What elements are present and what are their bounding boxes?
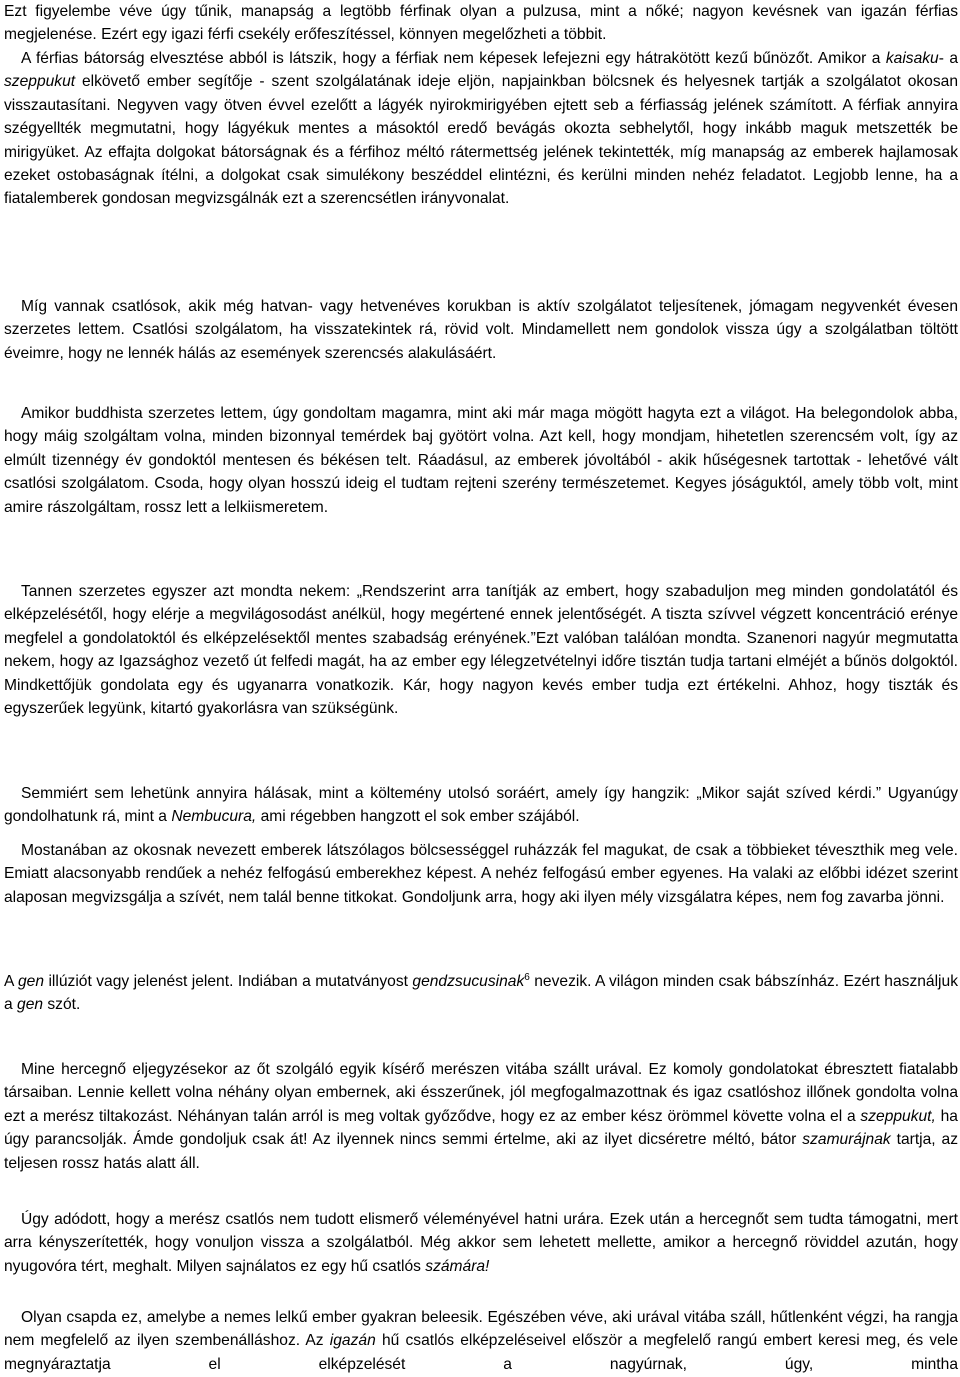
paragraph-text: Ezt figyelembe véve úgy tűnik, manapság a legtöbb férfinak olyan a pulzusa, mint a nőké; nagyon kevésnek van igazán férfias megjelenése. Ezért egy igazi férfi csekély erőfeszítéssel, könnyen megelőzheti a többit. <box>4 3 958 44</box>
paragraph-text: hű csatlós elképzeléseivel először a megfelelő rangú embert keresi meg, és vele megnyáraztatja el elképzelését a nagyúrnak, úgy, mintha <box>4 1332 958 1373</box>
italic-term: számára! <box>425 1257 490 1275</box>
paragraph-text: Tannen szerzetes egyszer azt mondta nekem: „Rendszerint arra tanítják az embert, hogy szabaduljon meg minden gondolatától és elképzelésétől, hogy elérje a megvilágosodást anélkül, hogy megértené ennek jelentőségét. A tiszta szívvel végzett koncentráció erénye megfelel a gondolatoktól és elképzelésektől mentes szabadság erényének.”Ezt valóban találóan mondta. Szanenori nagyúr megmutatta nekem, hogy az Igazsághoz vezető út felfedi magát, ha az ember egy lélegzetvételnyi időre tisztán tudja tartani elméjét a bűnös dolgoktól. Mindkettőjük gondolata egy és ugyanarra vonatkozik. Kár, hogy nagyon kevés ember tudja ezt értékelni. Ahhoz, hogy tiszták és egyszerűek legyünk, kitartó gyakorlásra van szükségünk. <box>4 583 958 718</box>
paragraph-text: Úgy adódott, hogy a merész csatlós nem tudott elismerő véleményével hatni urára. Ezek után a hercegnőt sem tudta támogatni, mert arra kényszerítették, hogy vonuljon vissza a szolgálatból. Még akkor sem lehetett mellette, amikor a hercegnő röviddel azután, hogy nyugovóra tért, meghalt. Milyen sajnálatos ez egy hű csatlós <box>4 1211 958 1275</box>
paragraph-text: Mostanában az okosnak nevezett emberek látszólagos bölcsességgel ruházzák fel magukat, de csak a többieket téveszthik meg vele. Emiatt alacsonyabb rendűek a nehéz felfogású emberekhez képest. A nehéz felfogású ember egyenes. Ha valaki az előbbi idézet szerint alaposan megvizsgálja a szívét, nem talál benne titkokat. Gondoljunk arra, hogy aki ilyen mély vizsgálatra képes, nem fog zavarba jönni. <box>4 842 958 906</box>
paragraph-text: A <box>4 973 18 990</box>
paragraph-text: elkövető ember segítője - szent szolgálatának ideje eljön, napjainkban bölcsnek és helyesnek tartják a szolgálatot okosan visszautasítani. Negyven vagy ötven évvel ezelőtt a lágyék nyirokmirigyében ejtett seb a férfiasság jelének számított. A férfiak annyira szégyellték megmutatni, hogy lágyékuk mentes a másoktól eredő bevágás okozta sebhelytől, hogy inkább maguk metszették be mirigyüket. Az effajta dolgokat bátorságnak és a férfihoz méltó rátermettség jelének tekintették, míg manapság az emberek hajlamosak ezeket ostobaságnak ítélni, a dolgokat csak simulékony beszéddel elintézni, és kerülni minden nehéz feladatot. Legjobb lenne, ha a fiatalemberek gondosan megvizsgálnák ezt a szerencsétlen irányvonalat. <box>4 73 958 208</box>
italic-term: gen <box>17 973 45 990</box>
paragraph-text: Mine hercegnő eljegyzésekor az őt szolgáló egyik kísérő merészen vitába szállt urával. Ez komoly gondolatokat ébresztett fiatalabb társaiban. Lennie kellett volna néhány olyan embernek, aki ésszerűnek, jól megfogalmazottnak és igaz csatlóshoz illőnek gondolta volna ezt a merész tiltakozást. Néhányan talán arról is meg voltak győződve, hogy ez az ember kész örömmel követte volna el a <box>4 1061 958 1125</box>
italic-term: Nembucura, <box>171 808 257 826</box>
paragraph-text: Semmiért sem lehetünk annyira hálásak, mint a költemény utolsó soráért, amely így hangzik: „Mikor saját szíved kérdi.” Ugyanúgy gondolhatunk rá, mint a <box>4 785 958 826</box>
italic-term: gendzsucusinak <box>412 973 525 990</box>
italic-term: gen <box>17 996 44 1014</box>
paragraph-text: ha úgy parancsolják. Ámde gondoljuk csak át! Az ilyennek nincs semmi értelme, aki az ilyet dicséretre méltó, bátor <box>4 1107 958 1149</box>
italic-term: kaisaku <box>885 50 939 67</box>
paragraph-4 <box>4 580 958 720</box>
paragraph-1b <box>4 47 958 211</box>
paragraph-10 <box>4 1306 958 1376</box>
paragraph-text: szót. <box>43 996 81 1014</box>
paragraph-6 <box>4 839 958 909</box>
paragraph-text: Amikor buddhista szerzetes lettem, úgy gondoltam magamra, mint aki már maga mögött hagyta ezt a világot. Ha belegondolok abba, hogy máig szolgáltam volna, minden bizonnyal temérdek baj gyötört volna. Azt kell, hogy mondjam, hihetetlen szerencsém volt, így az elmúlt tizennégy év gondoktól mentesen és békésen telt. Ráadásul, az emberek jóvoltából - akik hűségesnek tartottak - lehetővé vált csatlósi szolgálatom. Csoda, hogy olyan hosszú ideig el tudtam rejteni szerény természetemet. Kegyes jóságuktól, amely több volt, mint amire rászolgáltam, rossz lett a lelkiismeretem. <box>4 405 958 516</box>
paragraph-text: nevezik. A világon minden csak bábszínház. Ezért használjuk a <box>4 973 958 1014</box>
paragraph-text: illúziót vagy jelenést jelent. Indiában a mutatványost <box>44 973 413 990</box>
paragraph-8 <box>4 1058 958 1175</box>
italic-term: szeppukut <box>4 73 76 91</box>
paragraph-1a <box>4 0 958 47</box>
paragraph-7 <box>4 970 958 1017</box>
italic-term: szeppukut, <box>860 1107 936 1125</box>
italic-term: szamurájnak <box>802 1131 891 1149</box>
paragraph-text: ami régebben hangzott el sok ember szájából. <box>256 808 580 826</box>
paragraph-2 <box>4 295 958 365</box>
paragraph-text: A férfias bátorság elvesztése abból is látszik, hogy a férfiak nem képesek lefejezni egy hátrakötött kezű bűnözőt. Amikor a <box>21 50 886 67</box>
italic-term: igazán <box>329 1332 376 1350</box>
footnote-marker: 6 <box>524 971 530 983</box>
paragraph-text: tartja, az teljesen rossz hatás alatt áll. <box>4 1131 959 1172</box>
paragraph-text: - a <box>938 50 959 67</box>
paragraph-text: Olyan csapda ez, amelybe a nemes lelkű ember gyakran beleesik. Egészében véve, aki urával vitába száll, hűtlenként végzi, ha rangja nem megfelelő az ilyen szembenálláshoz. Az <box>4 1309 958 1350</box>
paragraph-3 <box>4 402 958 519</box>
paragraph-5 <box>4 782 958 829</box>
paragraph-text: Míg vannak csatlósok, akik még hatvan- vagy hetvenéves korukban is aktív szolgálatot teljesítenek, jómagam negyvenkét évesen szerzetes lettem. Csatlósi szolgálatom, ha visszatekintek rá, rövid volt. Mindamellett nem gondolok vissza úgy a szolgálatban töltött éveimre, hogy ne lennék hálás az események szerencsés alakulásáért. <box>4 298 958 362</box>
paragraph-9 <box>4 1208 958 1278</box>
